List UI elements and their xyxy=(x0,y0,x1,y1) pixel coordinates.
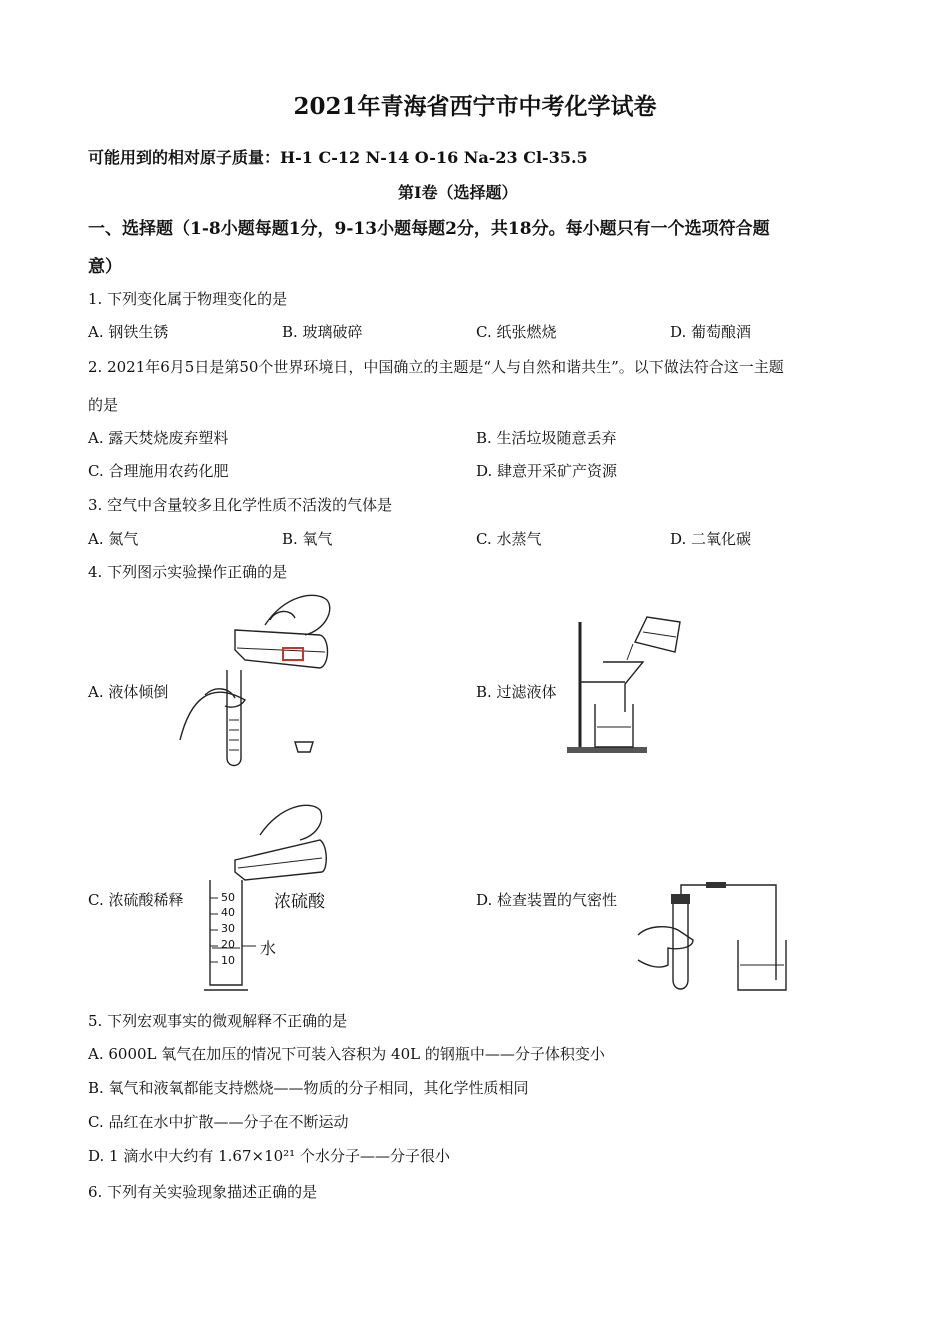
q3-option-b: B. 氧气 xyxy=(282,530,333,548)
q4-option-d: D. 检查装置的气密性 xyxy=(476,891,618,909)
q5-option-c: C. 品红在水中扩散——分子在不断运动 xyxy=(88,1113,349,1131)
q2-option-b: B. 生活垃圾随意丢弃 xyxy=(476,429,617,447)
cylinder-tick-30: 30 xyxy=(221,922,235,935)
figure-liquid-pouring xyxy=(175,590,355,770)
funnel-icon xyxy=(603,662,643,712)
q1-stem: 1. 下列变化属于物理变化的是 xyxy=(88,290,288,308)
q1-option-c: C. 纸张燃烧 xyxy=(476,323,557,341)
q4-option-a: A. 液体倾倒 xyxy=(88,683,169,701)
delivery-tube-icon xyxy=(681,885,776,980)
acid-label: 浓硫酸 xyxy=(274,892,325,912)
q5-option-a: A. 6000L 氧气在加压的情况下可装入容积为 40L 的钢瓶中——分子体积变小 xyxy=(88,1045,605,1063)
figure-airtightness xyxy=(638,880,788,995)
q1-option-d: D. 葡萄酿酒 xyxy=(670,323,752,341)
q2-option-a: A. 露天焚烧废弃塑料 xyxy=(88,429,229,447)
cylinder-tick-40: 40 xyxy=(221,906,235,919)
stopper-icon xyxy=(295,742,313,752)
q5-stem: 5. 下列宏观事实的微观解释不正确的是 xyxy=(88,1012,348,1030)
volume-title: 第Ⅰ卷（选择题） xyxy=(398,183,518,202)
beaker-icon xyxy=(595,704,633,747)
stopper-icon xyxy=(671,894,690,904)
q6-stem: 6. 下列有关实验现象描述正确的是 xyxy=(88,1183,318,1201)
hand-icon xyxy=(638,927,693,967)
test-tube-icon xyxy=(673,900,688,989)
acid-bottle-icon xyxy=(235,840,326,880)
cylinder-tick-10: 10 xyxy=(221,954,235,967)
water-label: 水 xyxy=(260,939,277,958)
q5-option-d: D. 1 滴水中大约有 1.67×10²¹ 个水分子——分子很小 xyxy=(88,1147,450,1165)
section-heading-line1: 一、选择题（1-8小题每题1分，9-13小题每题2分，共18分。每小题只有一个选项符合题 xyxy=(88,219,770,239)
test-tube-icon xyxy=(227,670,241,766)
q3-option-c: C. 水蒸气 xyxy=(476,530,542,548)
q2-stem-line1: 2. 2021年6月5日是第50个世界环境日，中国确立的主题是“人与自然和谐共生”。以下做法符合这一主题 xyxy=(88,358,784,376)
q2-option-c: C. 合理施用农药化肥 xyxy=(88,462,229,480)
holding-hand-icon xyxy=(180,692,245,740)
q4-stem: 4. 下列图示实验操作正确的是 xyxy=(88,563,288,581)
cylinder-tick-20: 20 xyxy=(221,938,235,951)
q4-option-c: C. 浓硫酸稀释 xyxy=(88,891,184,909)
q1-option-b: B. 玻璃破碎 xyxy=(282,323,363,341)
stand-base-icon xyxy=(567,747,647,753)
exam-title: 2021年青海省西宁市中考化学试卷 xyxy=(293,93,657,120)
q2-stem-line2: 的是 xyxy=(88,396,119,414)
q3-stem: 3. 空气中含量较多且化学性质不活泼的气体是 xyxy=(88,496,393,514)
q1-option-a: A. 钢铁生锈 xyxy=(88,323,169,341)
q5-option-b: B. 氧气和液氧都能支持燃烧——物质的分子相同，其化学性质相同 xyxy=(88,1079,529,1097)
q2-option-d: D. 肆意开采矿产资源 xyxy=(476,462,618,480)
q3-option-a: A. 氮气 xyxy=(88,530,139,548)
atomic-masses: 可能用到的相对原子质量：H-1 C-12 N-14 O-16 Na-23 Cl-35.5 xyxy=(88,148,588,167)
cylinder-tick-50: 50 xyxy=(221,891,235,904)
q3-option-d: D. 二氧化碳 xyxy=(670,530,752,548)
q4-option-b: B. 过滤液体 xyxy=(476,683,557,701)
hand-icon xyxy=(260,805,322,840)
section-heading-line2: 意） xyxy=(88,257,122,277)
figure-filtration xyxy=(565,612,705,757)
